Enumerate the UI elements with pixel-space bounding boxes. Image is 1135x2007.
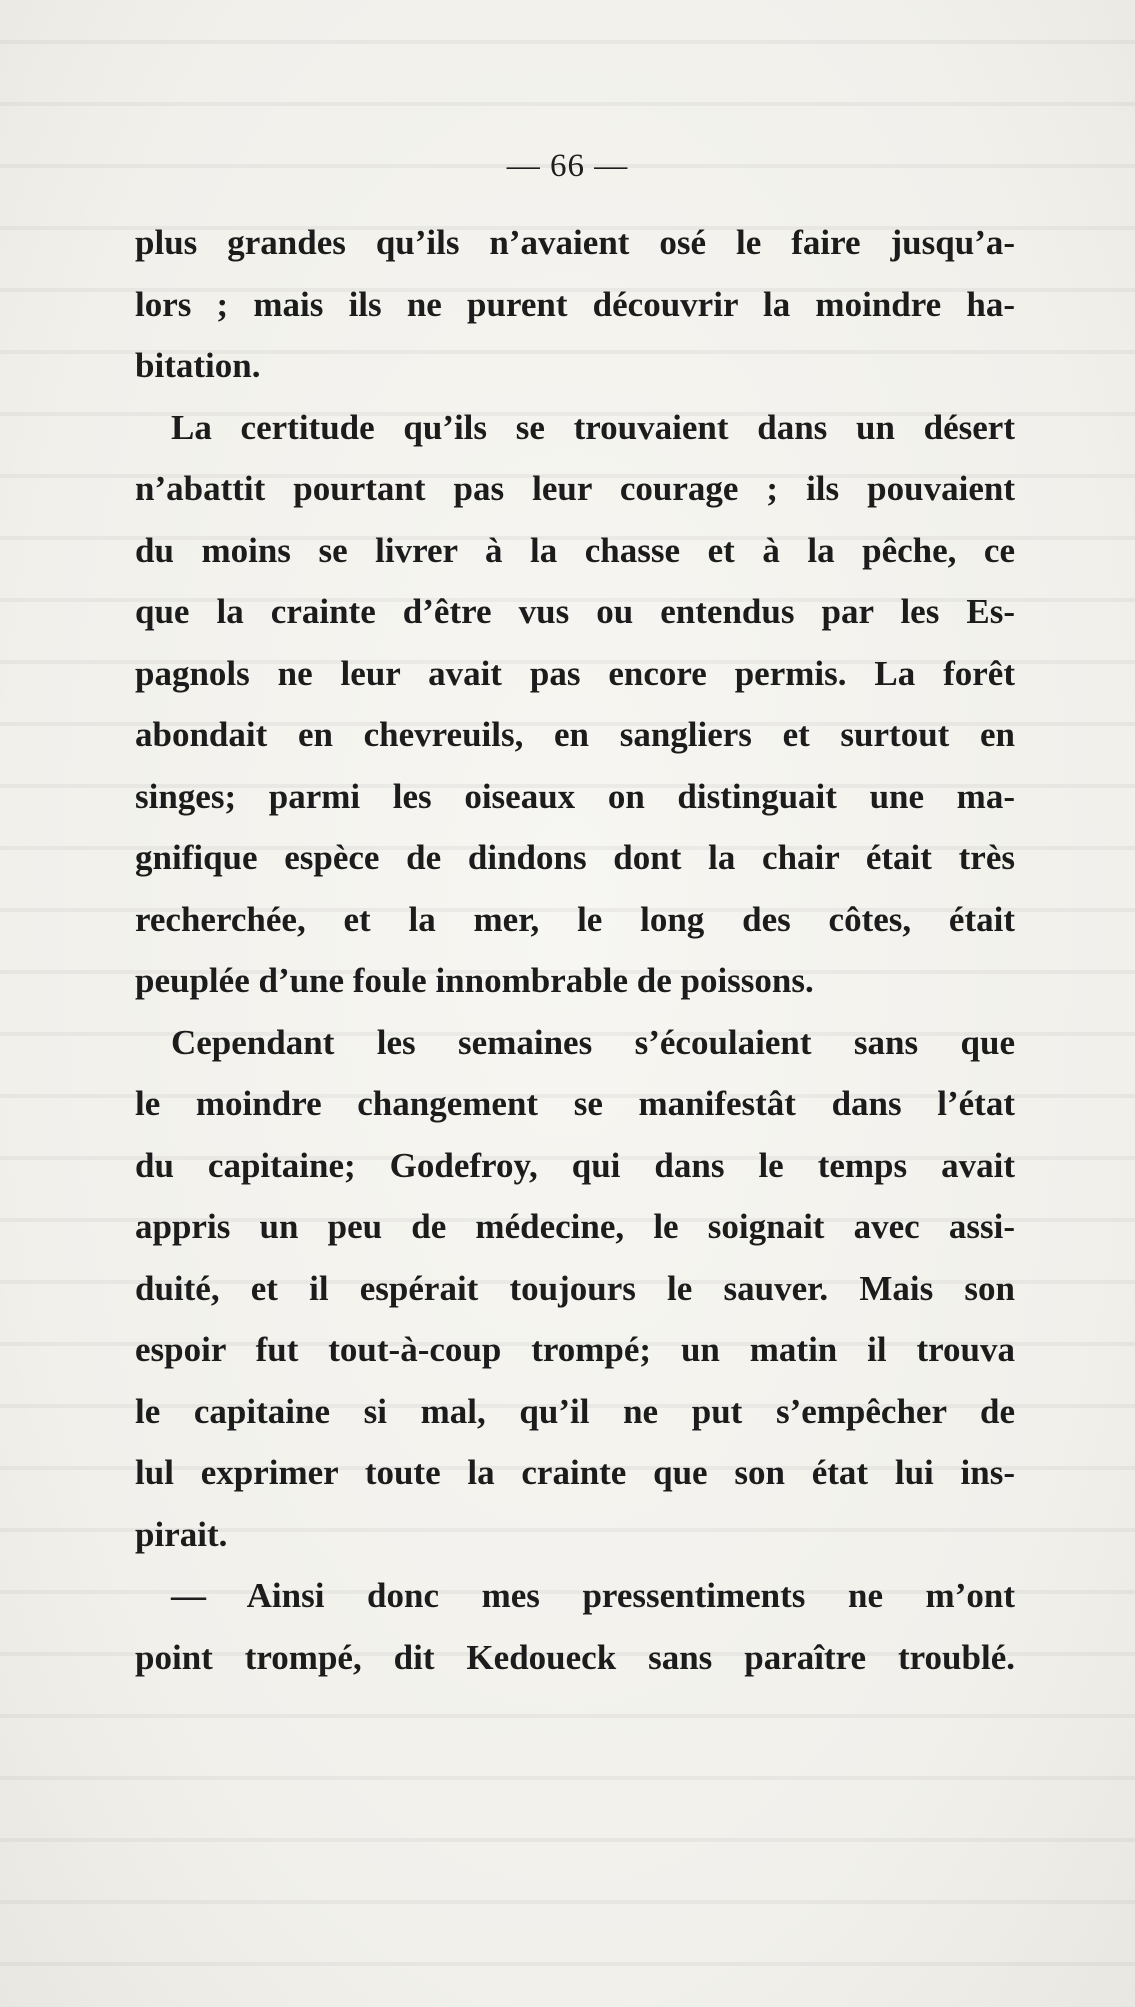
text-line: La certitude qu’ils se trouvaient dans un désert [171, 407, 1015, 447]
text-line: pagnols ne leur avait pas encore permis. La forêt [135, 653, 1015, 693]
text-line: gnifique espèce de dindons dont la chair était très [135, 838, 1015, 877]
text-line: du moins se livrer à la chasse et à la pêche, ce [135, 530, 1015, 570]
text-line: bitation. [135, 346, 261, 385]
text-line: singes; parmi les oiseaux on distinguait une ma- [135, 776, 1015, 816]
text-line: appris un peu de médecine, le soignait avec assi- [135, 1207, 1015, 1246]
body-text [135, 212, 1015, 1688]
text-line: recherchée, et la mer, le long des côtes, était [135, 899, 1015, 939]
text-line: le moindre changement se manifestât dans l’état [135, 1084, 1015, 1123]
text-line: du capitaine; Godefroy, qui dans le temps avait [135, 1145, 1015, 1185]
text-line: abondait en chevreuils, en sangliers et surtout en [135, 715, 1015, 754]
text-line: le capitaine si mal, qu’il ne put s’empêcher de [135, 1391, 1015, 1431]
page-number: — 66 — [506, 148, 629, 184]
text-line: duité, et il espérait toujours le sauver. Mais son [135, 1268, 1015, 1308]
text-line: lors ; mais ils ne purent découvrir la moindre ha- [135, 284, 1015, 324]
text-line: n’abattit pourtant pas leur courage ; ils pouvaient [135, 469, 1015, 508]
text-line: espoir fut tout-à-coup trompé; un matin il trouva [135, 1330, 1015, 1369]
text-line: Cependant les semaines s’écoulaient sans que [171, 1022, 1015, 1062]
text-line: — Ainsi donc mes pressentiments ne m’ont [171, 1576, 1015, 1615]
text-line: plus grandes qu’ils n’avaient osé le faire jusqu’a- [135, 223, 1015, 262]
text-line: pirait. [135, 1514, 228, 1554]
text-line: que la crainte d’être vus ou entendus par les Es- [135, 592, 1015, 631]
text-line: point trompé, dit Kedoueck sans paraître troublé. [135, 1637, 1015, 1677]
text-line: lul exprimer toute la crainte que son état lui ins- [135, 1453, 1015, 1492]
text-line: peuplée d’une foule innombrable de poissons. [135, 961, 814, 1000]
